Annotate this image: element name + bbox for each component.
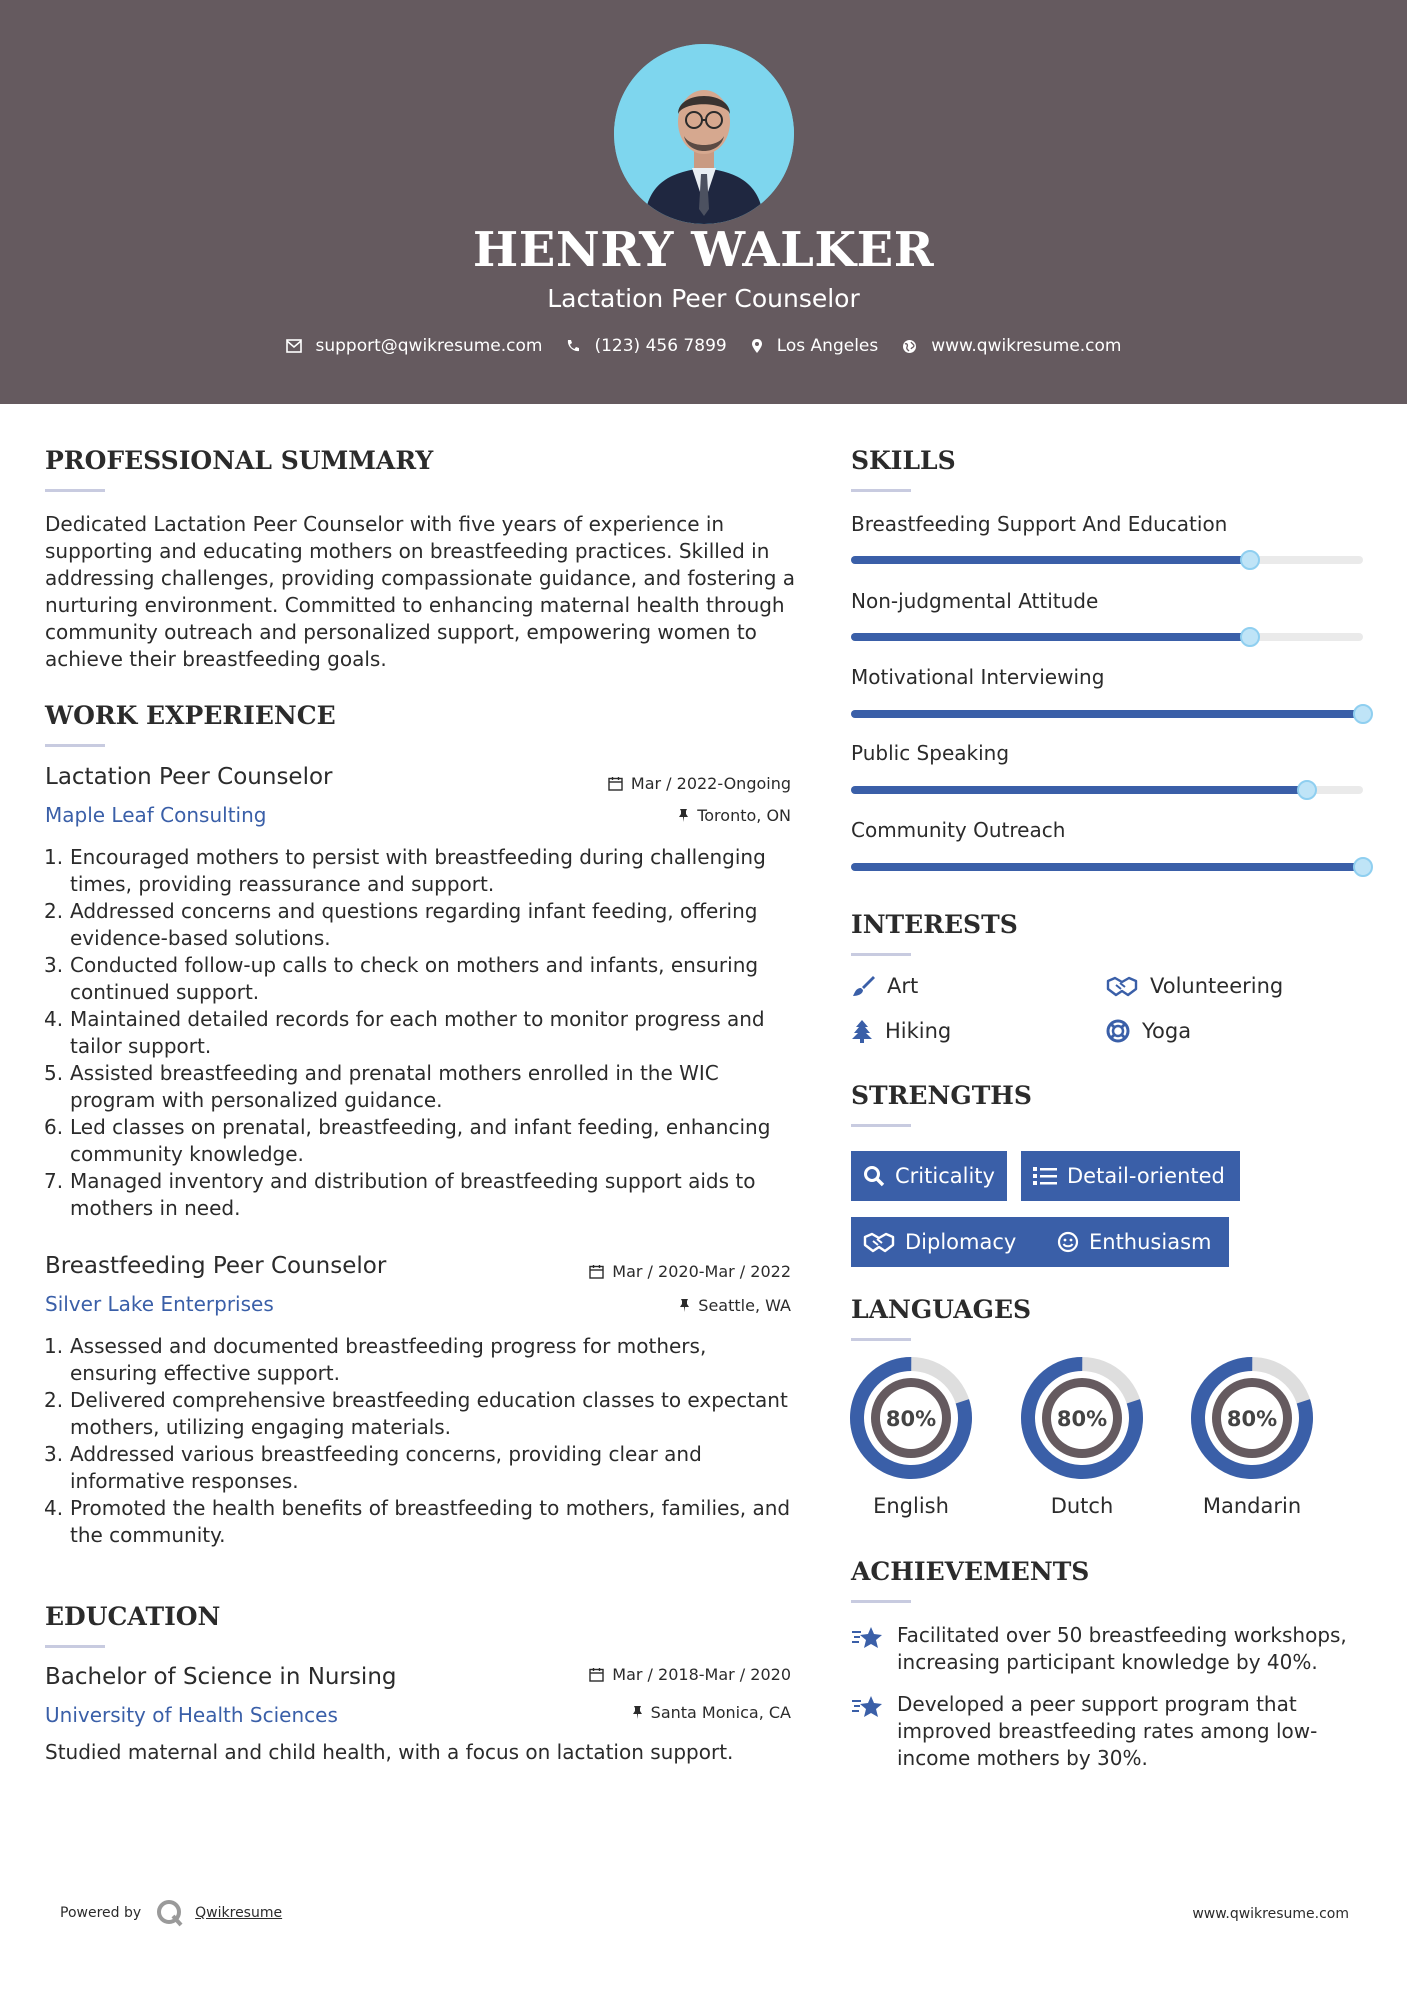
language-name: English [873, 1494, 949, 1518]
strength-badge-diplomacy: Diplomacy [851, 1217, 1046, 1267]
contact-location [751, 336, 879, 356]
map-marker-icon [751, 338, 763, 354]
handshake-icon [1106, 975, 1138, 997]
pushpin-icon [632, 1705, 643, 1720]
contact-phone[interactable] [566, 336, 726, 356]
skill-bar [851, 710, 1363, 718]
skill-bar-knob [1240, 627, 1260, 647]
skill-name: Community Outreach [851, 818, 1066, 842]
skill-bar-knob [1240, 550, 1260, 570]
skill-bar-knob [1353, 704, 1373, 724]
language-english [849, 1356, 973, 1518]
job-duties-list [44, 1333, 797, 1549]
skill-name: Public Speaking [851, 741, 1010, 765]
language-ring [1190, 1356, 1314, 1480]
job-location [678, 806, 791, 825]
contact-email[interactable] [286, 336, 543, 356]
interest-hiking: Hiking [851, 1019, 951, 1043]
experience-heading-rule [45, 744, 105, 747]
experience-heading: WORK EXPERIENCE [45, 701, 336, 730]
skill-bar [851, 786, 1363, 794]
language-ring [1020, 1356, 1144, 1480]
skills-heading-rule [851, 489, 911, 492]
strength-badge-detail-oriented: Detail-oriented [1021, 1151, 1240, 1201]
shooting-star-icon [851, 1693, 885, 1721]
candidate-title: Lactation Peer Counselor [547, 284, 860, 313]
list-item: 5. Assisted breastfeeding and prenatal mothers enrolled in the WIC program with personalized guidance. [44, 1061, 719, 1112]
skills-heading: SKILLS [851, 446, 956, 475]
person-silhouette-icon [614, 44, 794, 224]
list-item: 1. Assessed and documented breastfeeding progress for mothers, ensuring effective support. [44, 1334, 707, 1385]
skill-bar [851, 863, 1363, 871]
education-dates-text: Mar / 2018-Mar / 2020 [612, 1665, 791, 1684]
handshake-icon [863, 1231, 895, 1253]
achievements-heading-rule [851, 1600, 911, 1603]
list-item: 2. Addressed concerns and questions regarding infant feeding, offering evidence-based solutions. [44, 899, 758, 950]
paintbrush-icon [851, 974, 875, 998]
job-location-text: Seattle, WA [698, 1296, 791, 1315]
strengths-heading-rule [851, 1124, 911, 1127]
candidate-name: HENRY WALKER [472, 222, 935, 278]
contact-website[interactable] [902, 336, 1121, 356]
school-name: University of Health Sciences [45, 1703, 338, 1727]
education-location [632, 1703, 791, 1722]
list-item: 4. Maintained detailed records for each mother to monitor progress and tailor support. [44, 1007, 765, 1058]
search-icon [863, 1165, 885, 1187]
footer-powered-by [60, 1898, 282, 1928]
education-location-text: Santa Monica, CA [650, 1703, 791, 1722]
calendar-icon [589, 1264, 604, 1279]
skill-name: Non-judgmental Attitude [851, 589, 1099, 613]
education-description: Studied maternal and child health, with a focus on lactation support. [45, 1740, 734, 1764]
summary-text: Dedicated Lactation Peer Counselor with five years of experience in supporting and educating mothers on breastfeeding practices. Skilled in addressing challenges, providing compassionate guidance, and fostering a nurturing environment. Committed to enhancing maternal health through community outreach and personalized support, empowering women to achieve their breastfeeding goals. [45, 512, 795, 671]
interest-art: Art [851, 974, 918, 998]
job-location-text: Toronto, ON [697, 806, 791, 825]
summary-heading-rule [45, 489, 105, 492]
language-mandarin [1190, 1356, 1314, 1518]
skill-bar-fill [851, 633, 1250, 641]
education-heading: EDUCATION [45, 1602, 221, 1631]
skill-bar [851, 556, 1363, 564]
language-percent: 80% [885, 1407, 937, 1431]
qwikresume-link[interactable]: Qwikresume [195, 1905, 283, 1921]
interest-volunteering: Volunteering [1106, 974, 1283, 998]
skill-name: Motivational Interviewing [851, 665, 1105, 689]
location-text: Los Angeles [776, 336, 879, 356]
language-percent: 80% [1056, 1407, 1108, 1431]
resume-header [0, 0, 1407, 404]
languages-heading-rule [851, 1338, 911, 1341]
education-heading-rule [45, 1645, 105, 1648]
achievement-item: Developed a peer support program that improved breastfeeding rates among low-income mothers by 30%. [851, 1691, 1371, 1772]
skill-bar [851, 633, 1363, 641]
language-name: Mandarin [1202, 1494, 1302, 1518]
footer-website[interactable]: www.qwikresume.com [1192, 1906, 1349, 1922]
skill-bar-knob [1297, 780, 1317, 800]
website-text: www.qwikresume.com [931, 336, 1122, 356]
job-dates [589, 1262, 791, 1281]
list-item: 4. Promoted the health benefits of breastfeeding to mothers, families, and the community. [44, 1496, 791, 1547]
strengths-heading: STRENGTHS [851, 1081, 1032, 1110]
contact-bar [0, 336, 1407, 356]
life-ring-icon [1106, 1019, 1130, 1043]
interests-heading-rule [851, 953, 911, 956]
education-dates [589, 1665, 791, 1684]
skill-bar-fill [851, 786, 1307, 794]
tree-icon [851, 1019, 873, 1043]
job-dates-text: Mar / 2020-Mar / 2022 [612, 1262, 791, 1281]
job-title: Breastfeeding Peer Counselor [45, 1253, 387, 1279]
language-percent: 80% [1226, 1407, 1278, 1431]
language-dutch [1020, 1356, 1144, 1518]
pushpin-icon [679, 1298, 690, 1313]
company-name: Maple Leaf Consulting [45, 803, 267, 827]
calendar-icon [608, 776, 623, 791]
profile-photo [614, 44, 794, 224]
achievements-heading: ACHIEVEMENTS [851, 1557, 1090, 1586]
interests-heading: INTERESTS [851, 910, 1018, 939]
powered-by-text: Powered by [60, 1905, 142, 1921]
shooting-star-icon [851, 1624, 885, 1652]
list-item: 3. Conducted follow-up calls to check on mothers and infants, ensuring continued support. [44, 953, 759, 1004]
phone-text: (123) 456 7899 [594, 336, 727, 356]
languages-heading: LANGUAGES [851, 1295, 1032, 1324]
list-item: 7. Managed inventory and distribution of breastfeeding support aids to mothers in need. [44, 1169, 756, 1220]
job-dates [608, 774, 791, 793]
list-item: 3. Addressed various breastfeeding concerns, providing clear and informative responses. [44, 1442, 702, 1493]
job-duties-list [44, 844, 797, 1222]
job-dates-text: Mar / 2022-Ongoing [630, 774, 791, 793]
qwikresume-logo-icon [155, 1898, 185, 1928]
language-ring [849, 1356, 973, 1480]
strength-badge-enthusiasm: Enthusiasm [1045, 1217, 1229, 1267]
list-item: 2. Delivered comprehensive breastfeeding education classes to expectant mothers, utilizing engaging materials. [44, 1388, 788, 1439]
calendar-icon [589, 1667, 604, 1682]
achievement-item: Facilitated over 50 breastfeeding workshops, increasing participant knowledge by 40%. [851, 1622, 1371, 1676]
job-location [679, 1296, 791, 1315]
summary-heading: PROFESSIONAL SUMMARY [45, 446, 434, 475]
language-name: Dutch [1050, 1494, 1114, 1518]
job-title: Lactation Peer Counselor [45, 764, 333, 790]
skill-bar-fill [851, 863, 1363, 871]
strength-badge-criticality: Criticality [851, 1151, 1007, 1201]
list-item: 1. Encouraged mothers to persist with breastfeeding during challenging times, providing reassurance and support. [44, 845, 766, 896]
email-text: support@qwikresume.com [315, 336, 543, 356]
globe-icon [902, 339, 917, 354]
company-name: Silver Lake Enterprises [45, 1292, 274, 1316]
list-icon [1033, 1166, 1057, 1186]
list-item: 6. Led classes on prenatal, breastfeeding, and infant feeding, enhancing community knowledge. [44, 1115, 771, 1166]
skill-bar-fill [851, 710, 1363, 718]
degree-title: Bachelor of Science in Nursing [45, 1664, 397, 1690]
smile-icon [1057, 1231, 1079, 1253]
skill-bar-knob [1353, 857, 1373, 877]
pushpin-icon [678, 808, 689, 823]
skill-name: Breastfeeding Support And Education [851, 512, 1228, 536]
interest-yoga: Yoga [1106, 1019, 1191, 1043]
skill-bar-fill [851, 556, 1250, 564]
phone-icon [566, 339, 580, 353]
envelope-icon [286, 339, 302, 353]
